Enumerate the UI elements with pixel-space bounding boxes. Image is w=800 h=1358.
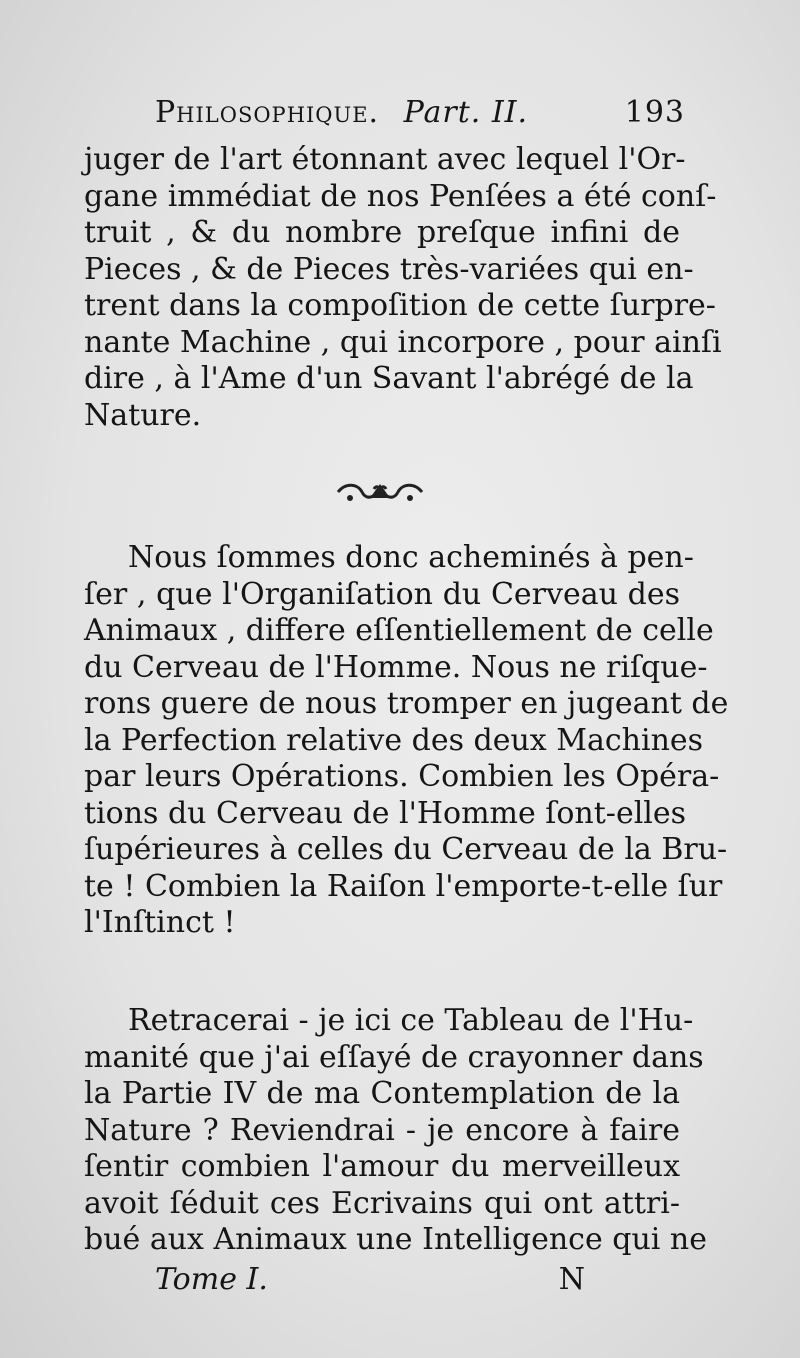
text-line: gane immédiat de nos Penſées a été conſ- <box>84 178 717 214</box>
text-line: Pieces , & de Pieces très-variées qui en- <box>84 251 694 287</box>
text-line: du Cerveau de l'Homme. Nous ne riſque- <box>84 649 708 685</box>
text-line: juger de l'art étonnant avec lequel l'Or- <box>84 142 686 177</box>
text-line: nante Machine , qui incorpore , pour ainſi <box>84 324 722 360</box>
fleuron-ornament-icon <box>330 478 430 508</box>
text-line: Nature ? Reviendrai - je encore à faire <box>84 1112 680 1148</box>
paragraph-2 <box>84 540 729 942</box>
text-line: te ! Combien la Raiſon l'emporte-t-elle ſur <box>84 868 723 904</box>
text-line: avoit ſéduit ces Ecrivains qui ont attri- <box>84 1185 680 1221</box>
text-line: la Partie IV de ma Contemplation de la <box>84 1076 680 1111</box>
text-line: la Perfection relative des deux Machines <box>84 722 704 758</box>
signature-mark: N <box>558 1262 585 1297</box>
text-line: ſentir combien l'amour du merveilleux <box>84 1149 680 1184</box>
volume-label: Tome I. <box>155 1262 268 1297</box>
text-line: truit , & du nombre preſque infini de <box>84 215 680 250</box>
paragraph-1 <box>84 142 722 434</box>
text-line: Retracerai - je ici ce Tableau de l'Hu- <box>128 1003 694 1038</box>
page-number: 193 <box>624 95 685 130</box>
text-line: l'Inſtinct ! <box>84 905 236 940</box>
running-title: Philosophique. <box>155 95 380 130</box>
text-line: rons guere de nous tromper en jugeant de <box>84 686 729 721</box>
page-footer <box>155 1262 585 1297</box>
text-line: Nous ſommes donc acheminés à pen- <box>128 540 694 575</box>
text-line: tions du Cerveau de l'Homme ſont-elles <box>84 795 687 831</box>
text-line: bué aux Animaux une Intelligence qui ne <box>84 1222 707 1257</box>
text-line: Nature. <box>84 397 202 433</box>
running-header <box>155 95 685 130</box>
text-line: ſupérieures à celles du Cerveau de la Bru- <box>84 832 728 867</box>
part-label: Part. II. <box>403 95 529 130</box>
text-line: trent dans la compoſition de cette ſurpre- <box>84 288 716 323</box>
text-line: ſer , que l'Organiſation du Cerveau des <box>84 576 680 612</box>
text-line: Animaux , differe eſſentiellement de celle <box>84 613 714 648</box>
text-line: dire , à l'Ame d'un Savant l'abrégé de la <box>84 361 694 396</box>
text-line: manité que j'ai eſſayé de crayonner dans <box>84 1039 704 1075</box>
paragraph-3 <box>84 1003 707 1259</box>
text-line: par leurs Opérations. Combien les Opéra- <box>84 759 720 794</box>
